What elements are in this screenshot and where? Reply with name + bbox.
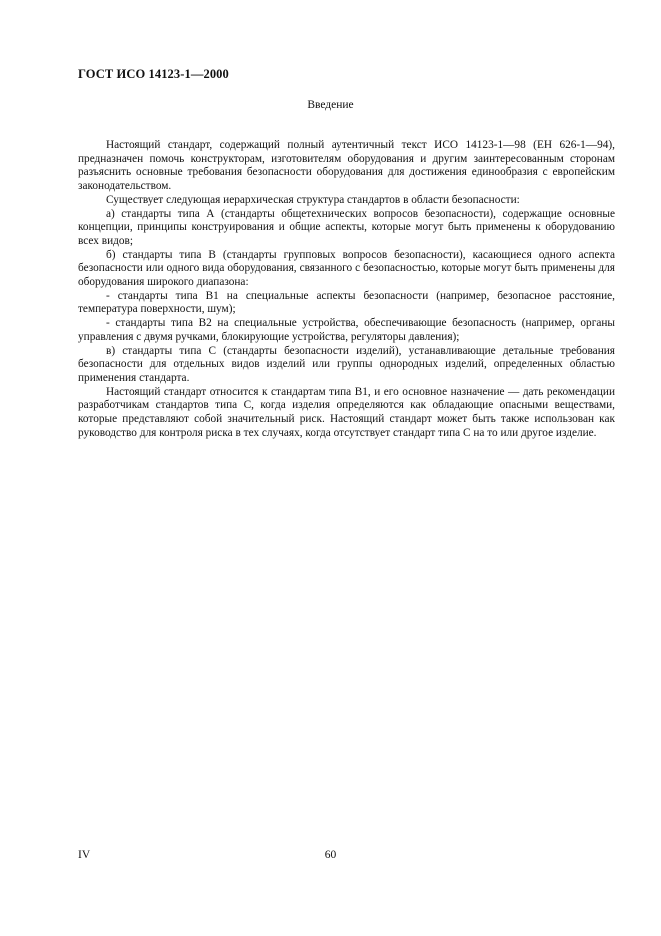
paragraph-type-c: в) стандарты типа С (стандарты безопасности изделий), устанавливающие детальные требования безопасности для отдельных видов изделий или группы однородных изделий, определенных областью применения стандарта. [78,344,615,384]
paragraph-type-b: б) стандарты типа В (стандарты групповых вопросов безопасности), касающиеся одного аспекта безопасности или одного вида оборудования, связанного с безопасностью, которые могут быть применены для оборудования широкого диапазона: [78,248,615,289]
document-body [78,139,615,440]
paragraph-type-b2: - стандарты типа В2 на специальные устройства, обеспечивающие безопасность (например, органы управления с двумя ручками, блокирующие устройства, регуляторы давления); [78,317,615,343]
section-title: Введение [307,99,354,111]
paragraph-type-a: а) стандарты типа А (стандарты общетехнических вопросов безопасности), содержащие основные концепции, принципы конструирования и общие аспекты, которые могут быть применены к оборудованию всех видов; [78,207,615,247]
paragraph-type-b1: - стандарты типа В1 на специальные аспекты безопасности (например, безопасное расстояние, температура поверхности, шум); [78,289,615,316]
paragraph-intro: Настоящий стандарт, содержащий полный аутентичный текст ИСО 14123-1—98 (ЕН 626-1—94), предназначен помочь конструкторам, изготовителям оборудования и другим заинтересованным сторонам разъяснить основные требования безопасности оборудования для достижения единообразия с европейским законодательством. [78,139,615,193]
paragraph-scope: Настоящий стандарт относится к стандартам типа В1, и его основное назначение — дать рекомендации разработчикам стандартов типа С, когда изделия определяются как обладающие опасными веществами, которые представляют собой значительный риск. Настоящий стандарт может быть также использован как руководство для контроля риска в тех случаях, когда отсутствует стандарт типа С на то или другое изделие. [78,385,615,439]
page-number: 60 [324,849,337,861]
roman-page-number: IV [78,849,91,861]
paragraph-hierarchy: Существует следующая иерархическая структура стандартов в области безопасности: [106,193,520,206]
document-header: ГОСТ ИСО 14123-1—2000 [78,67,229,81]
